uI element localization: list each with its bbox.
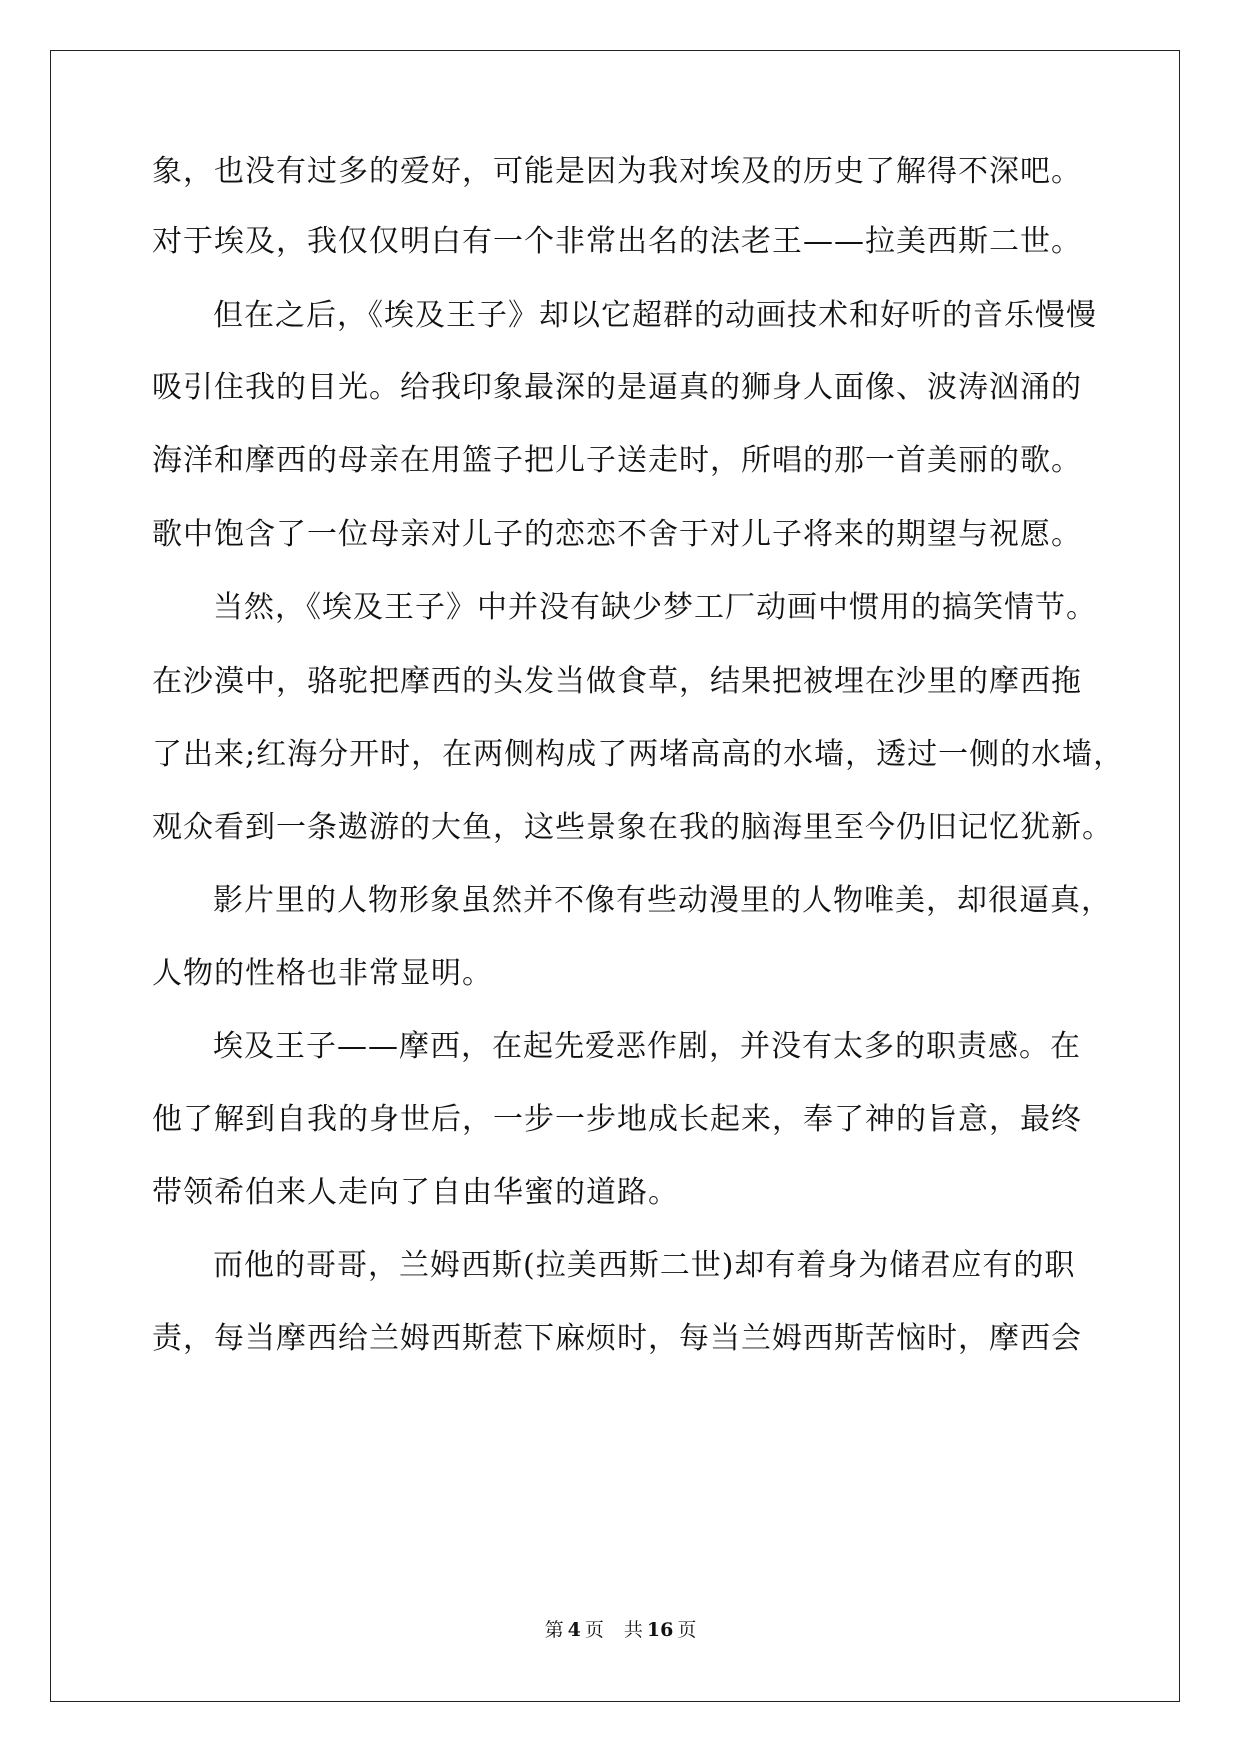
- page-number: 4: [567, 1619, 581, 1641]
- text-line: 吸引住我的目光。给我印象最深的是逼真的狮身人面像、波涛汹涌的: [152, 370, 1082, 405]
- text-line: 带领希伯来人走向了自由华蜜的道路。: [152, 1175, 679, 1210]
- text-line: 他了解到自我的身世后，一步一步地成长起来，奉了神的旨意，最终: [152, 1102, 1082, 1137]
- paragraph-start-line: 当然，《埃及王子》中并没有缺少梦工厂动画中惯用的搞笑情节。: [213, 590, 1097, 625]
- text-line: 在沙漠中，骆驼把摩西的头发当做食草，结果把被埋在沙里的摩西拖: [152, 664, 1082, 699]
- text-line: 了出来;红海分开时，在两侧构成了两堵高高的水墙，透过一侧的水墙，: [152, 737, 1125, 772]
- paragraph-start-line: 埃及王子——摩西，在起先爱恶作剧，并没有太多的职责感。在: [213, 1029, 1081, 1064]
- paragraph-start-line: 但在之后，《埃及王子》却以它超群的动画技术和好听的音乐慢慢: [213, 298, 1097, 333]
- text-line: 人物的性格也非常显明。: [152, 956, 493, 991]
- text-line: 象，也没有过多的爱好，可能是因为我对埃及的历史了解得不深吧。: [152, 154, 1082, 189]
- total-label-prefix: 共: [623, 1619, 643, 1641]
- text-line: 海洋和摩西的母亲在用篮子把儿子送走时，所唱的那一首美丽的歌。: [152, 443, 1082, 478]
- paragraph-start-line: 影片里的人物形象虽然并不像有些动漫里的人物唯美，却很逼真，: [213, 883, 1112, 918]
- text-line: 歌中饱含了一位母亲对儿子的恋恋不舍于对儿子将来的期望与祝愿。: [152, 517, 1082, 552]
- total-label-suffix: 页: [677, 1619, 697, 1641]
- text-line: 观众看到一条遨游的大鱼，这些景象在我的脑海里至今仍旧记忆犹新。: [152, 810, 1113, 845]
- total-pages: 16: [646, 1619, 674, 1641]
- page-footer: [0, 1618, 1241, 1642]
- text-line: 对于埃及，我仅仅明白有一个非常出名的法老王——拉美西斯二世。: [152, 224, 1082, 259]
- text-line: 责，每当摩西给兰姆西斯惹下麻烦时，每当兰姆西斯苦恼时，摩西会: [152, 1321, 1082, 1356]
- paragraph-start-line: 而他的哥哥，兰姆西斯(拉美西斯二世)却有着身为储君应有的职: [213, 1248, 1076, 1283]
- page-label-suffix: 页: [584, 1619, 604, 1641]
- page-label-prefix: 第: [544, 1619, 564, 1641]
